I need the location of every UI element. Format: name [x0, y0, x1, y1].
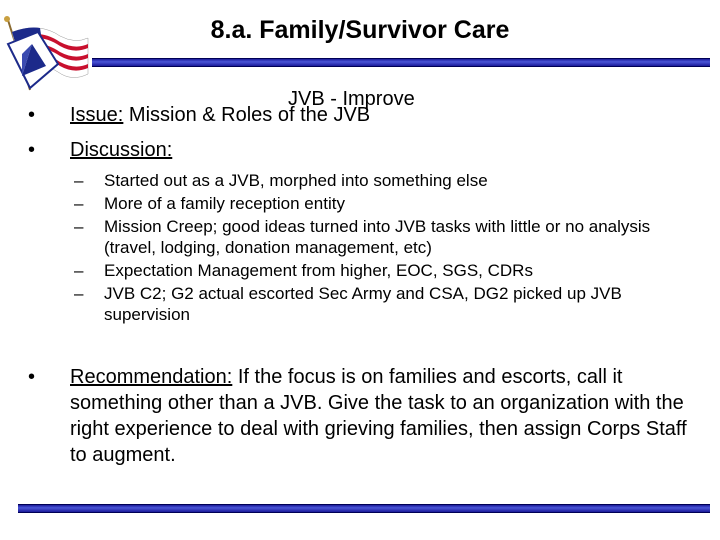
- discussion-list: [74, 170, 694, 327]
- issue-text: Mission & Roles of the JVB: [123, 104, 371, 126]
- dash-marker: –: [74, 217, 84, 236]
- bullet-marker: •: [28, 104, 36, 126]
- dash-marker: –: [74, 171, 84, 190]
- bullet-marker: •: [28, 366, 36, 388]
- discussion-bullet: [28, 139, 172, 162]
- discussion-label: Discussion:: [70, 139, 173, 161]
- issue-label: Issue:: [70, 104, 124, 126]
- overlay-subtitle: JVB - Improve: [288, 88, 415, 110]
- dash-marker: –: [74, 284, 84, 303]
- list-item: – Expectation Management from higher, EOC, SGS, CDRs: [74, 261, 533, 280]
- slide-title: 8.a. Family/Survivor Care: [210, 16, 510, 44]
- recommendation-label: Recommendation:: [70, 366, 233, 388]
- title-divider: [92, 58, 710, 67]
- list-item: – Started out as a JVB, morphed into something else: [74, 171, 488, 190]
- list-item: – More of a family reception entity: [74, 194, 345, 213]
- list-item: – JVB C2; G2 actual escorted Sec Army and CSA, DG2 picked up JVB supervision: [74, 284, 622, 324]
- recommendation-text: If the focus is on families and escorts, call it something other than a JVB. Give the task to an organization with the right experience to deal with grieving families, then assign Corps Staff to augment.: [70, 366, 687, 466]
- dash-marker: –: [74, 194, 84, 213]
- list-item: – Mission Creep; good ideas turned into JVB tasks with little or no analysis (travel, lodging, donation management, etc): [74, 217, 651, 257]
- recommendation-bullet: [28, 364, 688, 468]
- issue-bullet: [28, 104, 370, 127]
- footer-divider: [18, 504, 710, 513]
- dash-marker: –: [74, 261, 84, 280]
- bullet-marker: •: [28, 139, 36, 161]
